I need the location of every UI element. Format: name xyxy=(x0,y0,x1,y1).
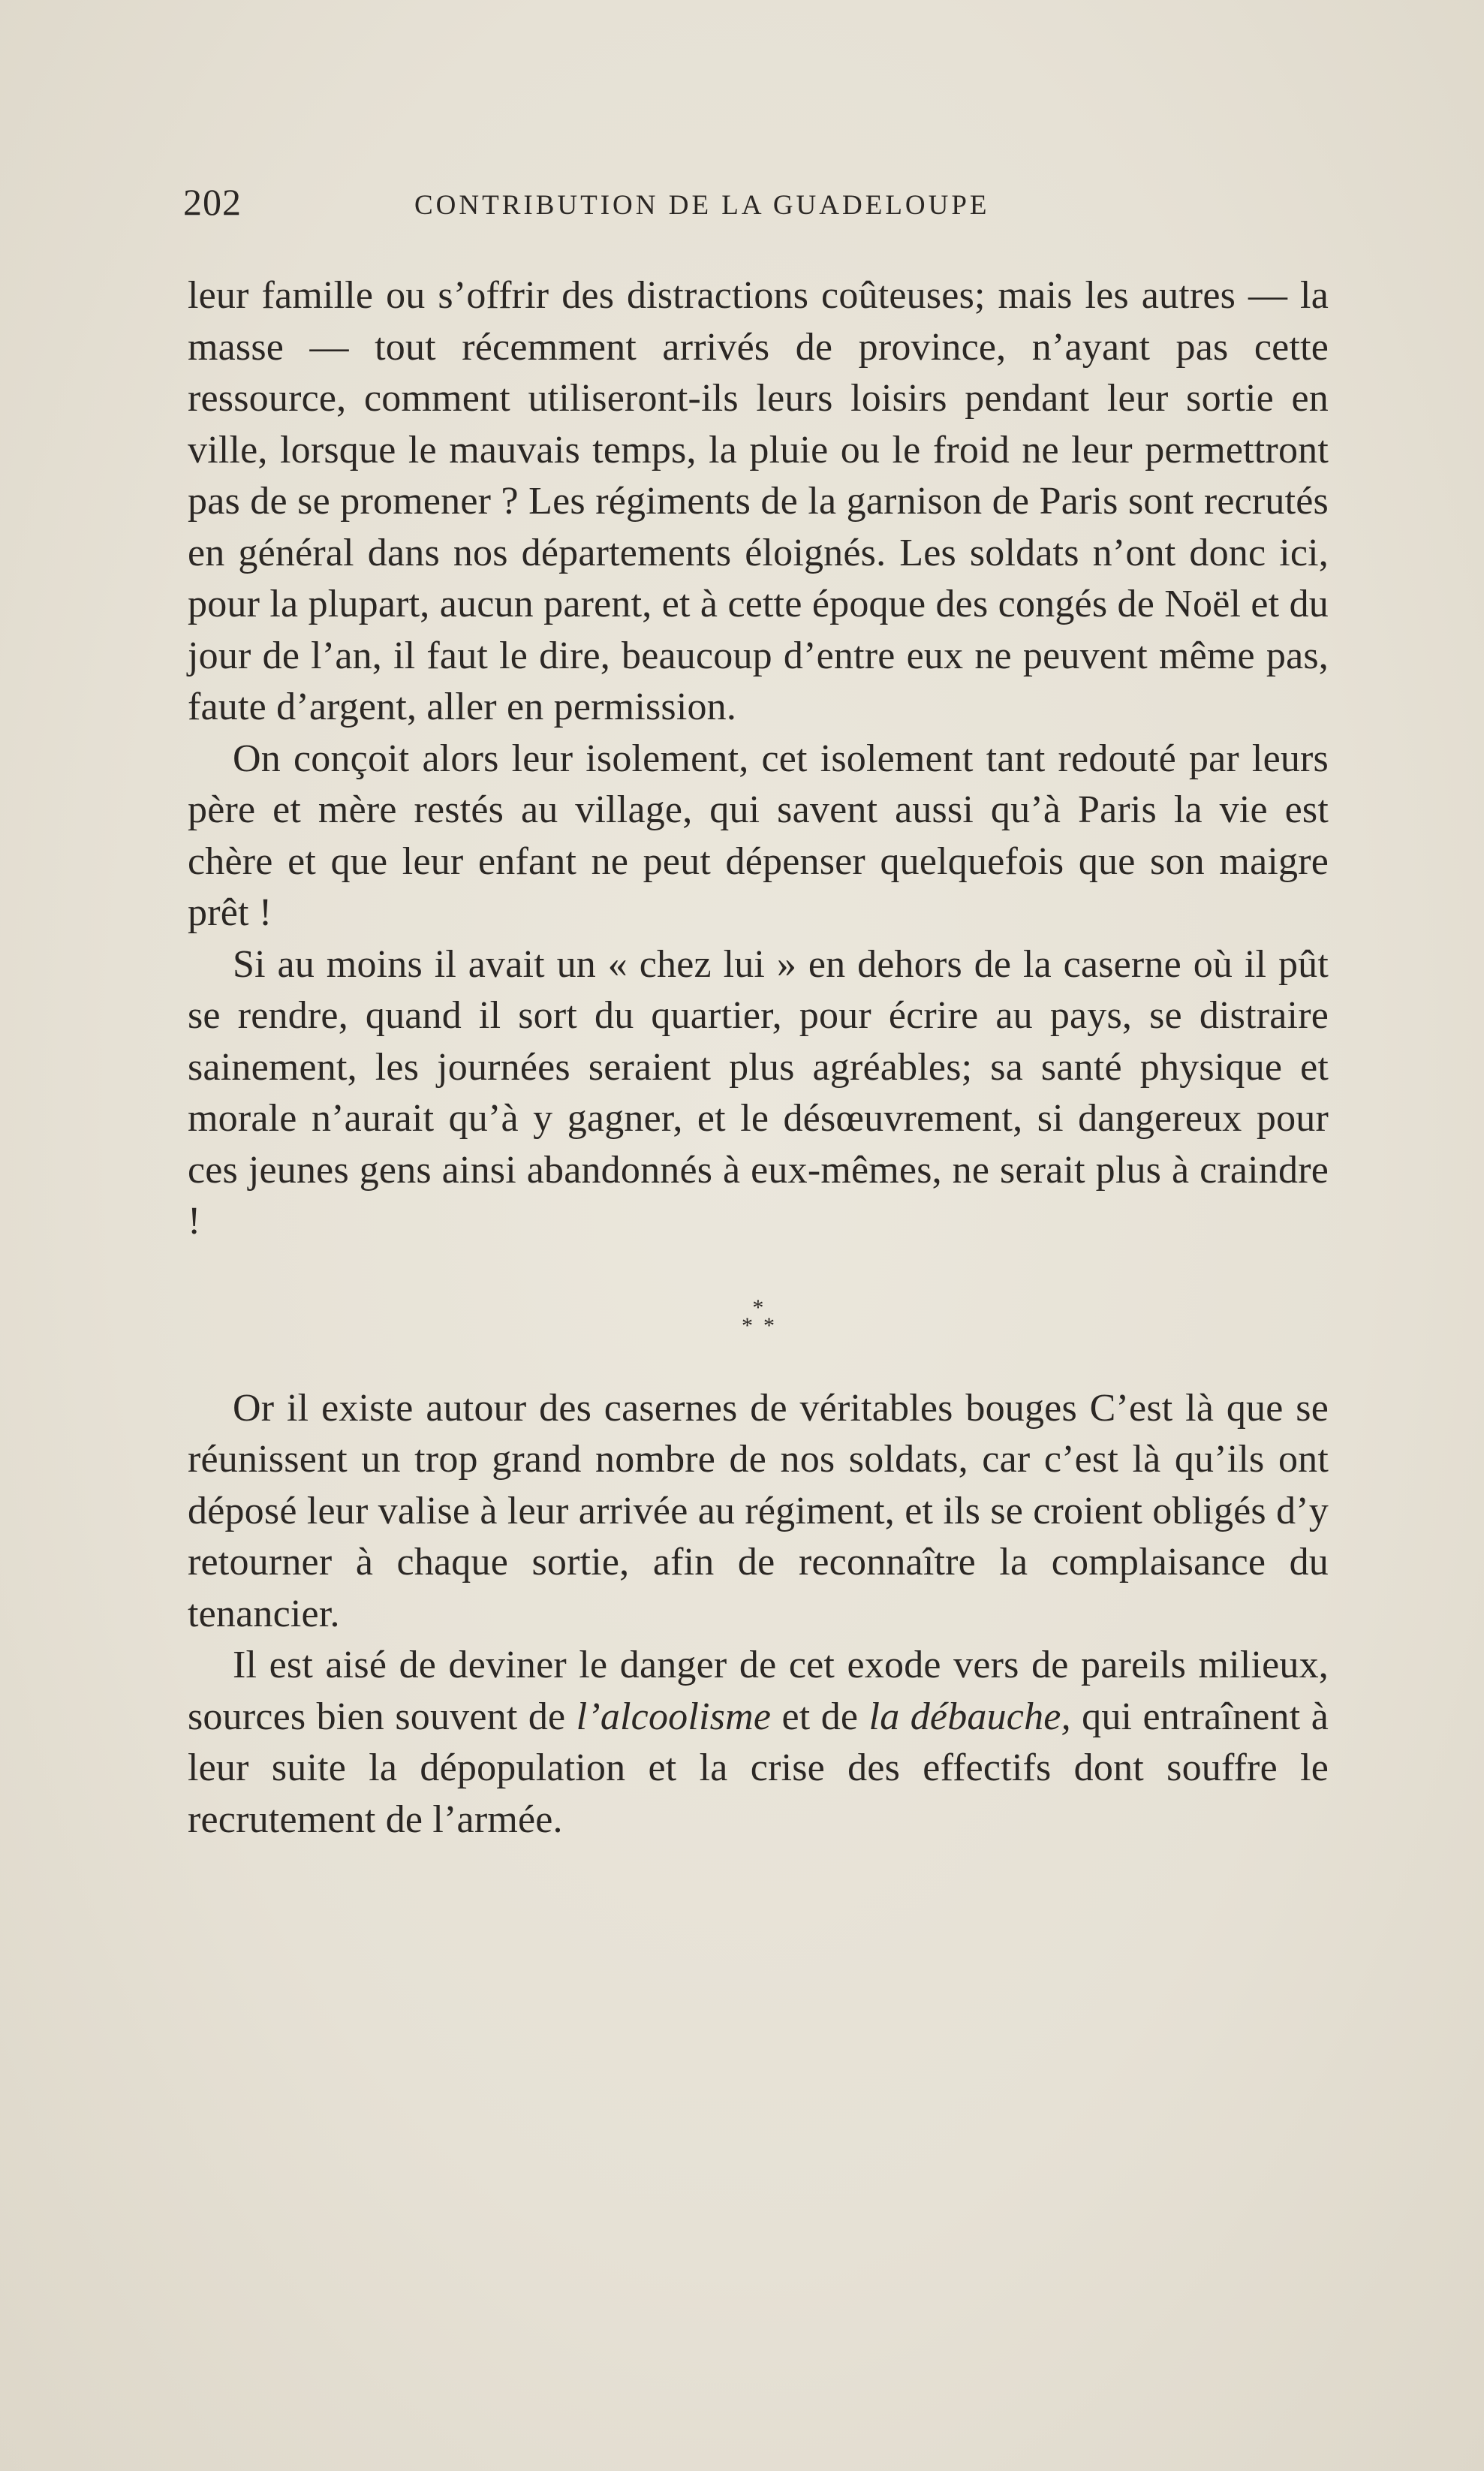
asterism-bottom: ** xyxy=(742,1312,785,1338)
section-asterism xyxy=(188,1278,1329,1353)
paragraph-5-italic-debauche: la débauche, xyxy=(868,1695,1071,1738)
paragraph-5-text-mid: et de xyxy=(771,1695,869,1738)
running-head xyxy=(183,180,1324,233)
page-number: 202 xyxy=(183,181,242,223)
asterism-top: * xyxy=(752,1294,764,1320)
running-title: CONTRIBUTION DE LA GUADELOUPE xyxy=(414,190,990,221)
paragraph-2: On conçoit alors leur isolement, cet isolement tant redouté par leurs père et mère restés au village, qui savent aussi qu’à Paris la vie est chère et que leur enfant ne peut dépenser quelquefois que son maigre prêt ! xyxy=(188,737,1329,934)
paragraph-5-italic-alcoolisme: l’alcoolisme xyxy=(576,1695,772,1738)
paragraph-5 xyxy=(188,1640,1329,1846)
paragraph-1: leur famille ou s’offrir des distractions coûteuses; mais les autres — la masse — tout récemment arrivés de province, n’ayant pas cette ressource, comment utiliseront-ils leurs loisirs pendant leur sortie en ville, lorsque le mauvais temps, la pluie ou le froid ne leur permettront pas de se promener ? Les régiments de la garnison de Paris sont recrutés en général dans nos départements éloignés. Les soldats n’ont donc ici, pour la plupart, aucun parent, et à cette époque des congés de Noël et du jour de l’an, il faut le dire, beaucoup d’entre eux ne peuvent même pas, faute d’argent, aller en permission. xyxy=(188,274,1329,728)
paragraph-3: Si au moins il avait un « chez lui » en dehors de la caserne où il pût se rendre, quand il sort du quartier, pour écrire au pays, se distraire sainement, les journées seraient plus agréables; sa santé physique et morale n’aurait qu’à y gagner, et le désœuvrement, si dangereux pour ces jeunes gens ainsi abandonnés à eux-mêmes, ne serait plus à craindre ! xyxy=(188,942,1329,1243)
paragraph-4: Or il existe autour des casernes de véritables bouges C’est là que se réunissent un trop grand nombre de nos soldats, car c’est là qu’ils ont déposé leur valise à leur arrivée au régiment, et ils se croient obligés d’y retourner à chaque sortie, afin de reconnaître la complaisance du tenancier. xyxy=(188,1386,1329,1635)
body-text xyxy=(188,270,1329,1846)
paragraph-5-text-start: Il est aisé de deviner le danger de cet exode vers de pareils milieux, sources bien souvent de xyxy=(188,1644,1329,1738)
paragraph-5-text-end: qui entraînent à leur suite la dépopulation et la crise des effectifs dont souffre le recrutement de l’armée. xyxy=(188,1695,1329,1841)
